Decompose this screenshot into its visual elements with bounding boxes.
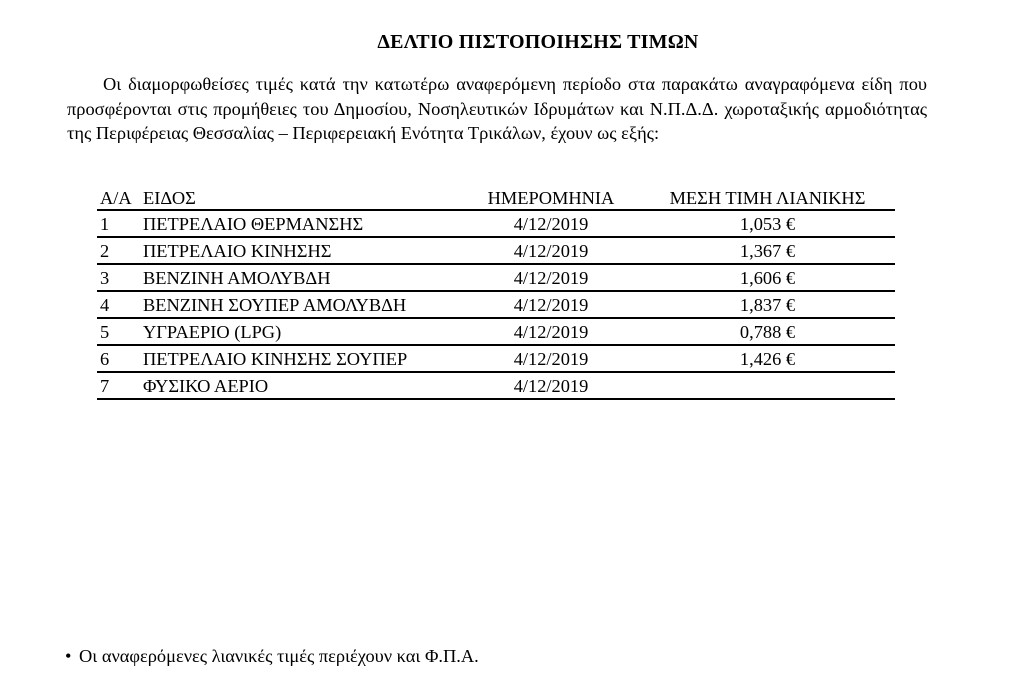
page-title: ΔΕΛΤΙΟ ΠΙΣΤΟΠΟΙΗΣΗΣ ΤΙΜΩΝ — [377, 31, 699, 53]
row-aa: 7 — [100, 376, 110, 396]
row-price: 1,053 € — [739, 214, 796, 234]
row-price: 1,426 € — [739, 349, 796, 369]
row-item: ΒΕΝΖΙΝΗ ΣΟΥΠΕΡ ΑΜΟΛΥΒΔΗ — [143, 295, 407, 315]
table-row — [97, 319, 895, 346]
table-header-row — [97, 186, 895, 211]
row-item: ΠΕΤΡΕΛΑΙΟ ΚΙΝΗΣΗΣ — [143, 241, 332, 261]
table-row — [97, 373, 895, 400]
row-aa: 6 — [100, 349, 110, 369]
row-aa: 4 — [100, 295, 110, 315]
row-date: 4/12/2019 — [513, 214, 589, 234]
header-item: ΕΙΔΟΣ — [143, 188, 196, 208]
bullet-icon: • — [65, 646, 72, 666]
row-date: 4/12/2019 — [513, 241, 589, 261]
row-date: 4/12/2019 — [513, 322, 589, 342]
row-item: ΥΓΡΑΕΡΙΟ (LPG) — [143, 322, 282, 342]
row-date: 4/12/2019 — [513, 376, 589, 396]
header-aa: Α/Α — [100, 188, 132, 208]
footnote — [65, 646, 479, 667]
header-date: ΗΜΕΡΟΜΗΝΙΑ — [487, 188, 615, 208]
table-row — [97, 292, 895, 319]
row-aa: 5 — [100, 322, 110, 342]
row-price: 1,606 € — [739, 268, 796, 288]
price-table — [97, 186, 895, 400]
row-date: 4/12/2019 — [513, 349, 589, 369]
row-date: 4/12/2019 — [513, 268, 589, 288]
row-price: 0,788 € — [739, 322, 796, 342]
row-item: ΦΥΣΙΚΟ ΑΕΡΙΟ — [143, 376, 269, 396]
row-price: 1,837 € — [739, 295, 796, 315]
table-row — [97, 265, 895, 292]
header-price: ΜΕΣΗ ΤΙΜΗ ΛΙΑΝΙΚΗΣ — [669, 188, 866, 208]
row-aa: 3 — [100, 268, 110, 288]
table-row — [97, 346, 895, 373]
row-item: ΒΕΝΖΙΝΗ ΑΜΟΛΥΒΔΗ — [143, 268, 331, 288]
row-aa: 2 — [100, 241, 110, 261]
intro-paragraph: Οι διαμορφωθείσες τιμές κατά την κατωτέρω αναφερόμενη περίοδο στα παρακάτω αναγραφόμενα είδη που προσφέρονται στις προμήθειες του Δημοσίου, Νοσηλευτικών Ιδρυμάτων και Ν.Π.Δ.Δ. χωροταξικής αρμοδιότητας της Περιφέρειας Θεσσαλίας – Περιφερειακή Ενότητα Τρικάλων, έχουν ως εξής: — [67, 74, 927, 143]
row-item: ΠΕΤΡΕΛΑΙΟ ΘΕΡΜΑΝΣΗΣ — [143, 214, 364, 234]
table-row — [97, 211, 895, 238]
row-aa: 1 — [100, 214, 110, 234]
row-date: 4/12/2019 — [513, 295, 589, 315]
footnote-text: Οι αναφερόμενες λιανικές τιμές περιέχουν και Φ.Π.Α. — [79, 646, 479, 666]
table-row — [97, 238, 895, 265]
row-item: ΠΕΤΡΕΛΑΙΟ ΚΙΝΗΣΗΣ ΣΟΥΠΕΡ — [143, 349, 408, 369]
row-price: 1,367 € — [739, 241, 796, 261]
